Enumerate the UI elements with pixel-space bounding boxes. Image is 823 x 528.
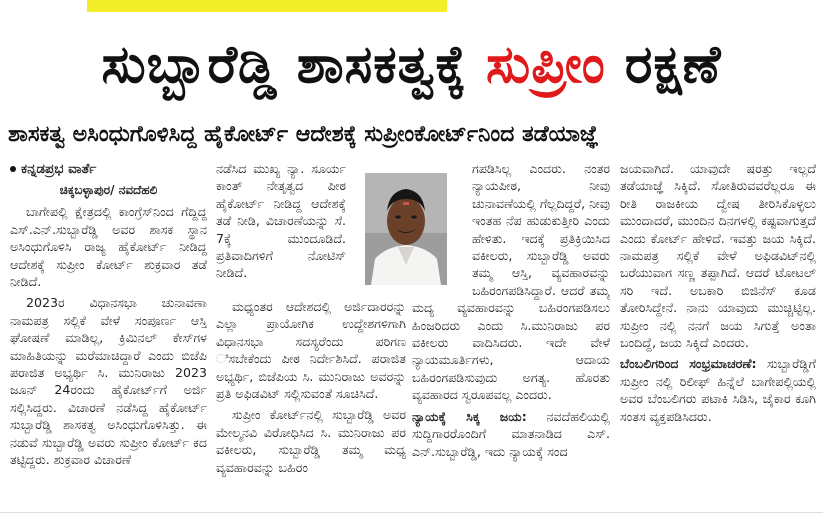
- column-2-rest: [216, 298, 406, 480]
- subheadline: ಶಾಸಕತ್ವ ಅಸಿಂಧುಗೊಳಿಸಿದ್ದ ಹೈಕೋರ್ಟ್ ಆದೇಶಕ್ಕೆ ಸುಪ್ರೀಂಕೋರ್ಟ್‌ನಿಂದ ತಡೆಯಾಜ್ಞೆ: [8, 122, 599, 147]
- paragraph-with-subheading: [412, 408, 610, 460]
- paragraph: 2023ರ ವಿಧಾನಸಭಾ ಚುನಾವಣಾ ನಾಮಪತ್ರ ಸಲ್ಲಿಕೆ ವೇಳೆ ಸಂಪೂರ್ಣ ಆಸ್ತಿ ಘೋಷಣೆ ಮಾಡಿಲ್ಲ, ಕ್ರಿಮಿನಲ್ ಕೇಸ್‌ಗಳ ಮಾಹಿತಿಯನ್ನು ಮರೆಮಾಚಿದ್ದಾರೆ ಎಂದು ಬಿಜೆಪಿ ಪರಾಜಿತ ಅಭ್ಯರ್ಥಿ ಸಿ. ಮುನಿರಾಜು 2023 ಜೂನ್ 24ರಂದು ಹೈಕೋರ್ಟ್‌ಗೆ ಅರ್ಜಿ ಸಲ್ಲಿಸಿದ್ದರು. ವಿಚಾರಣೆ ನಡೆಸಿದ್ದ ಹೈಕೋರ್ಟ್ ಸುಬ್ಬಾರೆಡ್ಡಿ ಶಾಸಕತ್ವ ಅಸಿಂಧುಗೊಳಿಸಿತ್ತು. ಈ ನಡುವೆ ಸುಬ್ಬಾರೆಡ್ಡಿ ಅವರು ಸುಪ್ರೀಂ ಕೋರ್ಟ್ ಕದ ತಟ್ಟಿದ್ದರು. ಶುಕ್ರವಾರ ವಿಚಾರಣೆ: [10, 295, 207, 468]
- paragraph: ಗಪಡಿಸಿಲ್ಲ ಎಂದರು. ನಂತರ ನ್ಯಾಯಪೀಠ, ನೀವು ಚುನಾವಣೆಯಲ್ಲಿ ಗೆಲ್ಲದಿದ್ದರೆ, ನೀವು ಇಂತಹ ನೆಪ ಹುಡುಕುತ್ತೀರಿ ಎಂದು ಹೇಳಿತು. ಇದಕ್ಕೆ ಪ್ರತಿಕ್ರಿಯಿಸಿದ ವಕೀಲರು, ಸುಬ್ಬಾರೆಡ್ಡಿ ಅವರು ತಮ್ಮ ಆಸ್ತಿ, ವ್ಯವಹಾರವನ್ನು ಬಹಿರಂಗಪಡಿಸಿದ್ದಾರೆ. ಆದರೆ ತಮ್ಮ ಮದ್ಯ ವ್ಯವಹಾರವನ್ನು ಬಹಿರಂಗಪಡಿಸಲು ಹಿಂಜರಿದರು ಎಂದು ಸಿ.ಮುನಿರಾಜು ಪರ ವಕೀಲರು ವಾದಿಸಿದರು. ಇದೇ ವೇಳೆ ನ್ಯಾಯಮೂರ್ತಿಗಳು, ಆದಾಯ ಬಹಿರಂಗಪಡಿಸುವುದು ಅಗತ್ಯ. ಹೊರತು ವ್ಯವಹಾರದ ಸ್ವರೂಪವಲ್ಲ ಎಂದರು.: [412, 161, 610, 403]
- headline-highlight: ಸುಪ್ರೀಂ: [486, 35, 606, 95]
- article-column-1: [10, 160, 207, 505]
- paragraph-with-subheading: [620, 355, 816, 425]
- article-column-3: [412, 160, 610, 505]
- headline-part-1: ಸುಬ್ಬಾರೆಡ್ಡಿ ಶಾಸಕತ್ವಕ್ಕೆ: [101, 35, 487, 95]
- paragraph: ಬಾಗೇಪಲ್ಲಿ ಕ್ಷೇತ್ರದಲ್ಲಿ ಕಾಂಗ್ರೆಸ್‌ನಿಂದ ಗೆದ್ದಿದ್ದ ಎಸ್.ಎನ್.ಸುಬ್ಬಾರೆಡ್ಡಿ ಅವರ ಶಾಸಕ ಸ್ಥಾನ ಅಸಿಂಧುಗೊಳಿಸಿ ರಾಜ್ಯ ಹೈಕೋರ್ಟ್ ನೀಡಿದ್ದ ಆದೇಶಕ್ಕೆ ಸುಪ್ರೀಂ ಕೋರ್ಟ್ ಶುಕ್ರವಾರ ತಡೆ ನೀಡಿದೆ.: [10, 204, 207, 290]
- bullet-icon: [10, 166, 16, 172]
- photo-wrap-space: [412, 160, 472, 286]
- paragraph-text: ಸುಬ್ಬಾರೆಡ್ಡಿಗೆ ಸುಪ್ರೀಂ ನಲ್ಲಿ ರಿಲೀಫ್ ಹಿನ್ನೆಲೆ ಬಾಗೇಪಲ್ಲಿಯಲ್ಲಿ ಅವರ ಬೆಂಬಲಿಗರು ಪಟಾಕಿ ಸಿಡಿಸಿ, ಜೈಕಾರ ಕೂಗಿ ಸಂತಸ ವ್ಯಕ್ತಪಡಿಸಿದರು.: [620, 356, 816, 424]
- paragraph: ಮಧ್ಯಂತರ ಆದೇಶದಲ್ಲಿ ಅರ್ಜಿದಾರರನ್ನು ಎಲ್ಲಾ ಪ್ರಾಯೋಗಿಕ ಉದ್ದೇಶಗಳಿಗಾಗಿ ವಿಧಾನಸಭಾ ಸದಸ್ಯರೆಂದು ಪರಿಗಣ ಿಸಬೇಕೆಂದು ಪೀಠ ನಿರ್ದೇಶಿಸಿದೆ. ಪರಾಜಿತ ಅಭ್ಯರ್ಥಿ, ಬಿಜೆಪಿಯ ಸಿ. ಮುನಿರಾಜು ಅವರನ್ನು ಪ್ರತಿ ಅಫಿಡವಿಟ್ ಸಲ್ಲಿಸುವಂತೆ ಸೂಚಿಸಿದೆ.: [216, 299, 406, 402]
- top-accent-bar: [87, 0, 447, 12]
- byline: [10, 160, 207, 178]
- headline: [0, 30, 823, 100]
- subheading: ಬೆಂಬಲಿಗರಿಂದ ಸಂಭ್ರಮಾಚರಣೆ:: [620, 356, 757, 372]
- paragraph: ನಡೆಸಿದ ಮುಖ್ಯ ನ್ಯಾ. ಸೂರ್ಯ ಕಾಂತ್ ನೇತೃತ್ವದ ಪೀಠ ಹೈಕೋರ್ಟ್ ನೀಡಿದ್ದ ಆದೇಶಕ್ಕೆ ತಡೆ ನೀಡಿ, ವಿಚಾರಣೆಯನ್ನು ಸೆ. 7ಕ್ಕೆ ಮುಂದೂಡಿದೆ. ಪ್ರತಿವಾದಿಗಳಿಗೆ ನೋಟಿಸ್ ನೀಡಿದೆ.: [216, 161, 346, 281]
- headline-part-2: ರಕ್ಷಣೆ: [605, 35, 722, 95]
- paragraph-text: ನವದೆಹಲಿಯಲ್ಲಿ ಸುದ್ದಿಗಾರರೊಂದಿಗೆ ಮಾತನಾಡಿದ ಎಸ್. ಎನ್.ಸುಬ್ಬಾರೆಡ್ಡಿ, ಇದು ನ್ಯಾಯಕ್ಕೆ ಸಂದ: [412, 408, 610, 459]
- article-column-4: [620, 160, 816, 505]
- column-2-top: [216, 160, 346, 286]
- byline-text: ಕನ್ನಡಪ್ರಭ ವಾರ್ತೆ: [21, 161, 97, 177]
- paragraph: ಜಯವಾಗಿದೆ. ಯಾವುದೇ ಷರತ್ತು ಇಲ್ಲದೆ ತಡೆಯಾಜ್ಞೆ ಸಿಕ್ಕಿದೆ. ಸೋತಿರುವವರೆಲ್ಲರೂ ಈ ರೀತಿ ರಾಜಕೀಯ ದ್ವೇಷ ತೀರಿಸಿಕೊಳ್ಳಲು ಮುಂದಾದರೆ, ಮುಂದಿನ ದಿನಗಳಲ್ಲಿ ಕಷ್ಟವಾಗುತ್ತದೆ ಎಂದು ಕೋರ್ಟ್ ಹೇಳಿದೆ. ಇವತ್ತು ಜಯ ಸಿಕ್ಕಿದೆ. ನಾಮಪತ್ರ ಸಲ್ಲಿಕೆ ವೇಳೆ ಅಫಿಡವಿಟ್‌ನಲ್ಲಿ ಬರೆಯುವಾಗ ಸಣ್ಣ ತಪ್ಪಾಗಿದೆ. ಆದರೆ ಟೋಟಲ್ ಸರಿ ಇದೆ. ಅಬಕಾರಿ ಬಿಜಿನೆಸ್ ಕೂಡ ತೋರಿಸಿದ್ದೇನೆ. ನಾನು ಯಾವುದು ಮುಚ್ಚಿಟ್ಟಿಲ್ಲ. ಸುಪ್ರೀಂ ನಲ್ಲಿ ನನಗೆ ಜಯ ಸಿಗುತ್ತೆ ಅಂತಾ ಬಂದಿದ್ದೆ, ಜಯ ಸಿಕ್ಕಿದೆ ಎಂದರು.: [620, 161, 816, 351]
- column-3-body: [412, 160, 610, 464]
- bottom-divider: [0, 512, 823, 513]
- paragraph: ಸುಪ್ರೀಂ ಕೋರ್ಟ್‌ನಲ್ಲಿ ಸುಬ್ಬಾರೆಡ್ಡಿ ಅವರ ಮೇಲ್ಮನವಿ ವಿರೋಧಿಸಿದ ಸಿ. ಮುನಿರಾಜು ಪರ ವಕೀಲರು, ಸುಬ್ಬಾರೆಡ್ಡಿ ತಮ್ಮ ಮಧ್ಯ ವ್ಯವಹಾರವನ್ನು ಬಹಿರಂ: [216, 407, 406, 475]
- dateline: ಚಿಕ್ಕಬಳ್ಳಾಪುರ/ ನವದೆಹಲಿ: [59, 183, 158, 197]
- subheading: ನ್ಯಾಯಕ್ಕೆ ಸಿಕ್ಕ ಜಯ:: [412, 408, 527, 424]
